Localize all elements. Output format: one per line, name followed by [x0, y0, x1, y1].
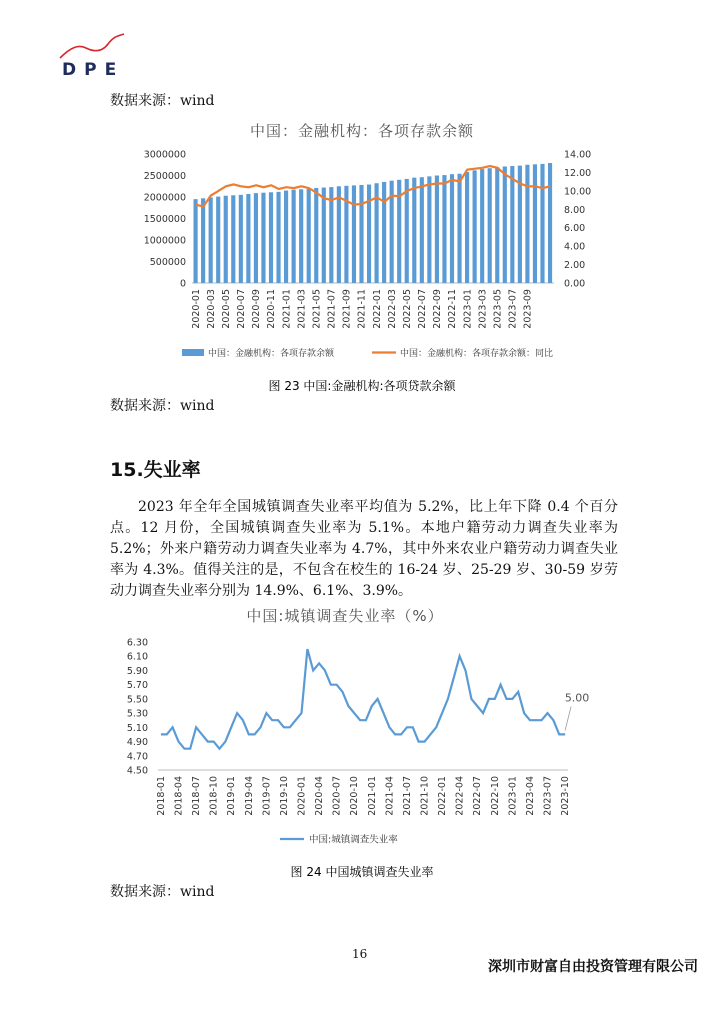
y-tick-label: 6.30 — [126, 637, 148, 649]
x-tick-label: 2020-01 — [296, 776, 308, 816]
y-tick-label: 5.30 — [126, 708, 148, 720]
bar — [292, 190, 296, 283]
x-tick-label: 2021-03 — [296, 289, 308, 329]
x-tick-label: 2018-04 — [173, 776, 185, 816]
x-tick-label: 2019-07 — [261, 776, 273, 816]
bar — [276, 192, 280, 283]
legend-label: 中国:城镇调查失业率 — [309, 834, 398, 846]
bar — [307, 189, 311, 283]
x-tick-label: 2019-01 — [226, 776, 238, 816]
x-tick-label: 2022-10 — [489, 776, 501, 816]
left-tick-label: 0 — [179, 278, 186, 290]
bar — [473, 170, 477, 283]
bar — [382, 182, 386, 283]
y-tick-label: 4.70 — [126, 751, 148, 763]
bar — [450, 174, 454, 283]
x-tick-label: 2023-09 — [522, 289, 534, 329]
data-source-chart1: 数据来源：wind — [110, 398, 215, 414]
bar — [284, 191, 288, 283]
unemployment-paragraph — [110, 497, 618, 602]
x-tick-label: 2018-07 — [191, 776, 203, 816]
x-tick-label: 2021-09 — [341, 289, 353, 329]
bar — [299, 189, 303, 283]
bar — [525, 165, 529, 283]
x-tick-label: 2023-01 — [507, 776, 519, 816]
right-tick-label: 8.00 — [564, 204, 586, 216]
right-tick-label: 0.00 — [564, 278, 586, 290]
x-tick-label: 2022-05 — [401, 289, 413, 329]
bar — [329, 187, 333, 283]
x-tick-label: 2023-03 — [477, 289, 489, 329]
x-tick-label: 2023-05 — [492, 289, 504, 329]
x-tick-label: 2023-07 — [542, 776, 554, 816]
x-tick-label: 2023-04 — [524, 776, 536, 816]
chart2-title: 中国:城镇调查失业率（%） — [246, 607, 444, 625]
logo-swoosh — [58, 30, 128, 62]
bar — [194, 199, 198, 283]
bar — [201, 198, 205, 283]
y-tick-label: 4.50 — [126, 765, 148, 777]
x-tick-label: 2020-10 — [349, 776, 361, 816]
deposit-balance-chart — [110, 140, 620, 380]
unemployment-rate-chart — [110, 628, 620, 858]
x-tick-label: 2018-10 — [208, 776, 220, 816]
x-tick-label: 2023-10 — [560, 776, 572, 816]
bar — [405, 179, 409, 283]
bar — [254, 193, 258, 283]
paragraph-text: 2023 年全年全国城镇调查失业率平均值为 5.2%，比上年下降 0.4 个百分点。12 月份，全国城镇调查失业率为 5.1%。本地户籍劳动力调查失业率为 5.2%；外来户籍劳动力调查失业率为 4.7%，其中外来农业户籍劳动力调查失业率为 4.3%。值得关注的是，不包含在校生的 16-24 岁、25-29 岁、30-59 岁劳动力调查失业率分别为 14.9%、6.1%、3.9%。 — [110, 499, 618, 599]
x-tick-label: 2020-04 — [314, 776, 326, 816]
x-tick-label: 2021-04 — [384, 776, 396, 816]
bar — [435, 176, 439, 284]
x-tick-label: 2020-11 — [266, 289, 278, 329]
bar — [314, 188, 318, 283]
left-tick-label: 3000000 — [143, 149, 186, 161]
left-tick-label: 1500000 — [143, 214, 186, 225]
x-tick-label: 2018-01 — [155, 776, 167, 816]
bar — [261, 193, 265, 283]
section-title-unemployment: 15.失业率 — [110, 459, 201, 481]
bar — [352, 185, 356, 283]
x-tick-label: 2022-07 — [472, 776, 484, 816]
right-tick-label: 4.00 — [564, 241, 586, 253]
x-tick-label: 2022-01 — [437, 776, 449, 816]
y-tick-label: 5.50 — [126, 694, 148, 706]
right-tick-label: 6.00 — [564, 223, 586, 235]
x-tick-label: 2022-03 — [386, 289, 398, 329]
bar — [540, 164, 544, 283]
right-tick-label: 10.00 — [564, 186, 592, 198]
x-tick-label: 2020-03 — [205, 289, 217, 329]
bar — [231, 195, 235, 283]
y-tick-label: 6.10 — [126, 651, 148, 663]
x-tick-label: 2019-10 — [278, 776, 290, 816]
legend-bar-label: 中国：金融机构：各项存款余额 — [208, 349, 335, 359]
bar — [480, 169, 484, 283]
bar — [465, 172, 469, 283]
x-tick-label: 2022-01 — [371, 289, 383, 329]
company-name: 深圳市财富自由投资管理有限公司 — [488, 959, 698, 975]
bar — [457, 174, 461, 283]
y-tick-label: 5.10 — [126, 722, 148, 734]
bar — [503, 166, 507, 283]
chart1-title: 中国：金融机构：各项存款余额 — [249, 122, 474, 140]
x-tick-label: 2020-01 — [190, 289, 202, 329]
last-value-label: 5.00 — [564, 691, 590, 705]
bar — [246, 194, 250, 283]
bar — [224, 196, 228, 283]
x-tick-label: 2020-07 — [331, 776, 343, 816]
page-number: 16 — [352, 947, 368, 961]
chart1-caption: 图 23 中国:金融机构:各项贷款余额 — [268, 379, 456, 393]
x-tick-label: 2021-11 — [356, 289, 368, 329]
bar — [412, 178, 416, 283]
x-tick-label: 2021-07 — [326, 289, 338, 329]
bar — [495, 167, 499, 283]
legend-bar-swatch — [182, 349, 204, 356]
right-tick-label: 2.00 — [564, 260, 586, 272]
bar — [209, 197, 213, 283]
bar — [420, 177, 424, 283]
y-tick-label: 5.70 — [126, 680, 148, 692]
unemployment-line — [161, 649, 565, 749]
x-tick-label: 2023-07 — [507, 289, 519, 329]
x-tick-label: 2021-05 — [311, 289, 323, 329]
bar — [442, 175, 446, 283]
legend-line-label: 中国：金融机构：各项存款余额：同比 — [400, 349, 554, 359]
x-tick-label: 2020-09 — [251, 289, 263, 329]
left-tick-label: 500000 — [149, 257, 186, 268]
left-tick-label: 1000000 — [143, 235, 186, 247]
left-tick-label: 2000000 — [143, 192, 186, 204]
data-source-top: 数据来源：wind — [110, 93, 215, 109]
x-tick-label: 2022-09 — [432, 289, 444, 329]
x-tick-label: 2023-01 — [462, 289, 474, 329]
x-tick-label: 2019-04 — [243, 776, 255, 816]
left-tick-label: 2500000 — [143, 171, 186, 182]
x-tick-label: 2021-10 — [419, 776, 431, 816]
x-tick-label: 2020-07 — [236, 289, 248, 329]
bar — [488, 168, 492, 283]
x-tick-label: 2022-07 — [417, 289, 429, 329]
right-tick-label: 14.00 — [564, 149, 592, 161]
x-tick-label: 2021-07 — [401, 776, 413, 816]
bar — [239, 195, 243, 283]
y-tick-label: 5.90 — [126, 665, 148, 677]
x-tick-label: 2020-05 — [220, 289, 232, 329]
bar — [269, 192, 273, 283]
bar — [359, 185, 363, 283]
x-tick-label: 2021-01 — [366, 776, 378, 816]
bar — [510, 166, 514, 283]
x-tick-label: 2022-04 — [454, 776, 466, 816]
bar — [216, 197, 220, 283]
bar — [337, 186, 341, 283]
right-tick-label: 12.00 — [564, 167, 592, 179]
bar — [548, 163, 552, 283]
annotation-leader — [565, 706, 571, 730]
y-tick-label: 4.90 — [126, 737, 148, 749]
x-tick-label: 2022-11 — [447, 289, 459, 329]
bar — [427, 176, 431, 283]
bar — [322, 188, 326, 283]
x-tick-label: 2021-01 — [281, 289, 293, 329]
data-source-chart2: 数据来源：wind — [110, 884, 215, 900]
chart2-caption: 图 24 中国城镇调查失业率 — [290, 865, 434, 879]
logo-text: DPE — [62, 60, 125, 80]
bar — [533, 164, 537, 283]
